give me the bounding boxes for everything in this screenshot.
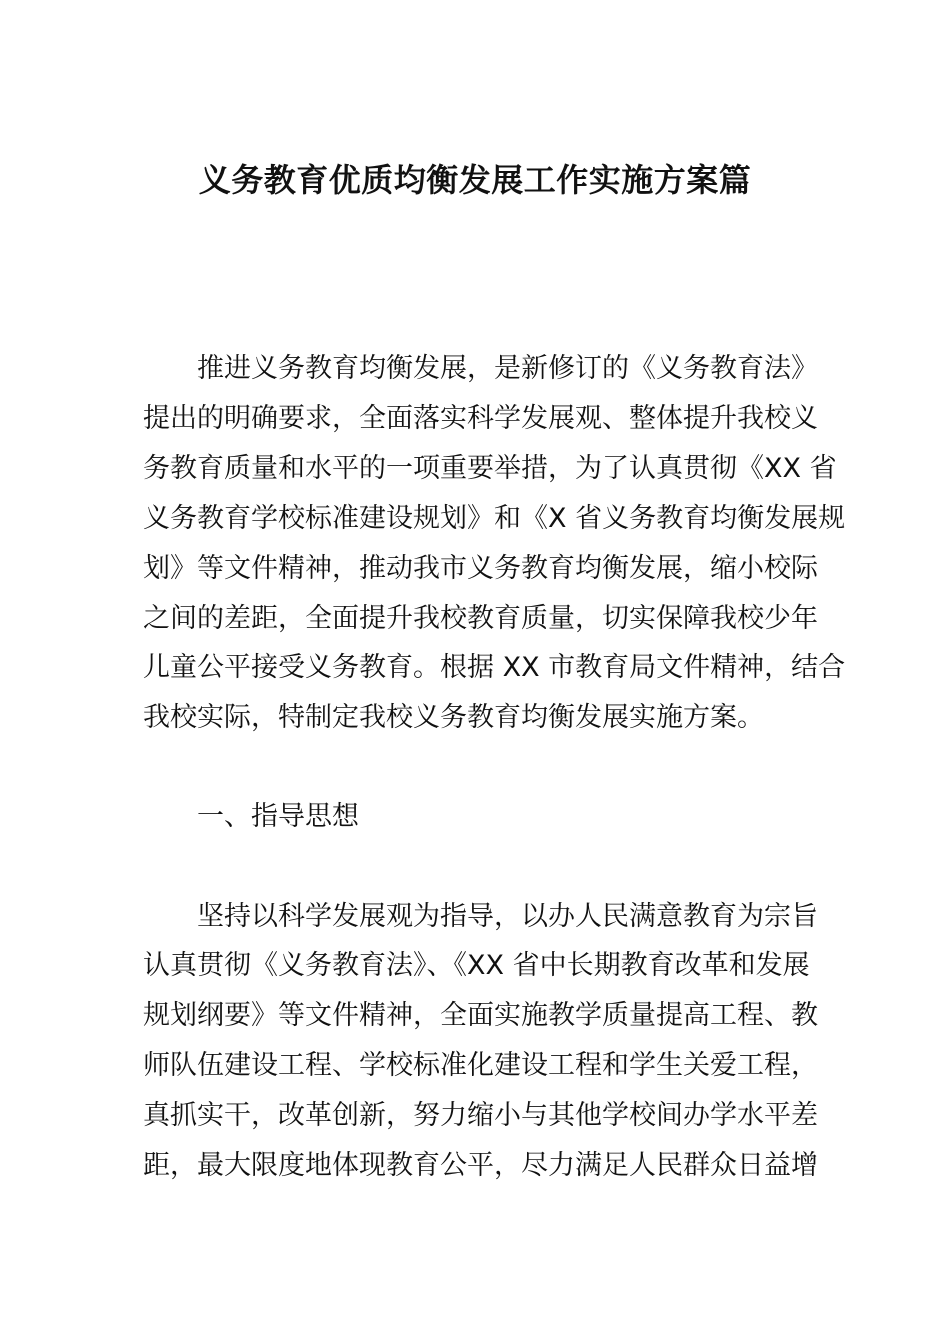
- paragraph-line: 义务教育学校标准建设规划》和《X 省义务教育均衡发展规: [143, 503, 846, 534]
- paragraph-line: 提出的明确要求，全面落实科学发展观、整体提升我校义: [143, 403, 818, 434]
- paragraph-line: 真抓实干，改革创新，努力缩小与其他学校间办学水平差: [143, 1100, 818, 1131]
- paragraph-line: 务教育质量和水平的一项重要举措，为了认真贯彻《XX 省: [143, 453, 837, 484]
- paragraph-line: 我校实际，特制定我校义务教育均衡发展实施方案。: [143, 702, 764, 733]
- paragraph-line: 推进义务教育均衡发展，是新修订的《义务教育法》: [197, 353, 818, 384]
- paragraph-line: 儿童公平接受义务教育。根据 XX 市教育局文件精神，结合: [143, 652, 846, 683]
- paragraph-line: 规划纲要》等文件精神，全面实施教学质量提高工程、教: [143, 1000, 818, 1031]
- section-heading: 一、指导思想: [197, 801, 359, 832]
- document-title: 义务教育优质均衡发展工作实施方案篇: [198, 161, 752, 199]
- paragraph-line: 师队伍建设工程、学校标准化建设工程和学生关爱工程，: [143, 1050, 818, 1081]
- paragraph-line: 距，最大限度地体现教育公平，尽力满足人民群众日益增: [143, 1150, 818, 1181]
- paragraph-line: 坚持以科学发展观为指导，以办人民满意教育为宗旨: [197, 901, 818, 932]
- paragraph-line: 认真贯彻《义务教育法》、《XX 省中长期教育改革和发展: [143, 950, 810, 981]
- paragraph-line: 划》等文件精神，推动我市义务教育均衡发展，缩小校际: [143, 553, 818, 584]
- paragraph-line: 之间的差距，全面提升我校教育质量，切实保障我校少年: [143, 603, 818, 634]
